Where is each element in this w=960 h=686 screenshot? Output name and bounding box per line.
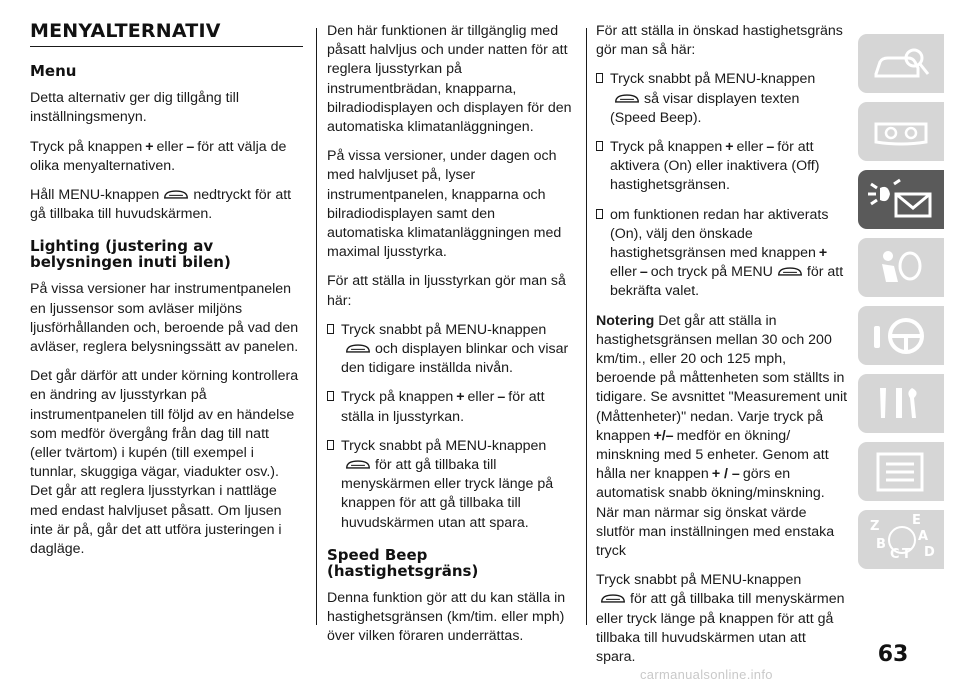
plus-symbol: + xyxy=(725,139,734,156)
menu-button-icon xyxy=(345,342,371,355)
list-item: om funktionen redan har aktiverats (On), välj den önskade hastighetsgränsen med knappen + eller – och tryck på MENU för att bekräfta valet. xyxy=(596,206,848,302)
column-divider xyxy=(586,28,587,625)
list-item: Tryck på knappen + eller – för att ställa in ljusstyrkan. xyxy=(327,388,573,426)
chapter-tab-driving[interactable] xyxy=(858,306,944,365)
menu-button-icon xyxy=(163,188,189,201)
checklist-icon xyxy=(858,442,944,501)
list-item: Tryck snabbt på MENU-knappen för att gå tillbaka till menyskärmen eller tryck länge på knappen för att gå tillbaka till huvudskärmen utan att spara. xyxy=(327,437,573,533)
page-number: 63 xyxy=(877,642,909,667)
chapter-tab-safety[interactable] xyxy=(858,238,944,297)
speed-beep-heading: Speed Beep (hastighetsgräns) xyxy=(327,545,479,580)
list-item: Tryck snabbt på MENU-knappen och displayen blinkar och visar den tidigare inställda nivån. xyxy=(327,321,573,379)
column-2 xyxy=(327,22,573,656)
plus-minus-symbol: +/– xyxy=(653,427,674,444)
paragraph: Håll MENU-knappen nedtryckt för att gå tillbaka till huvudskärmen. xyxy=(30,187,292,223)
menu-button-icon xyxy=(345,458,371,471)
bullet-box-icon xyxy=(596,209,603,219)
svg-text:E: E xyxy=(912,513,921,528)
svg-text:D: D xyxy=(924,545,935,560)
note-paragraph: Notering Det går att ställa in hastighetsgränsen mellan 30 och 200 km/tim., eller 20 och 125 mph, beroende på måttenheten som ställts in tidigare. Se avsnittet "Measurement unit (Måttenheter)" nedan. Varje tryck på knappen +/– medför en ökning/ minskning med 5 enheter. Genom att hålla ner knappen + / – görs en automatisk snabb ökning/minskning. När man närmar sig önskat värde slutför man inställningen med enstaka tryck xyxy=(596,312,848,560)
paragraph: Det går därför att under körning kontrollera en ändring av ljusstyrkan på instrumentpanelen till följd av en händelse som medför övergång från dag till natt (eller tvärtom) i kupén (till exempel i tunnlar, skuggiga vägar, viadukter osv.). Det går att reglera ljusstyrkan i nattläge med endast halvljuset påsatt. Om ljusen inte är på, går det att utföra justeringen i dagläge. xyxy=(30,368,299,558)
index-letters-icon xyxy=(858,510,944,569)
menu-heading: Menu xyxy=(30,62,77,81)
chapter-tab-specifications[interactable] xyxy=(858,442,944,501)
minus-symbol: – xyxy=(639,264,648,281)
bullet-box-icon xyxy=(596,141,603,151)
column-3 xyxy=(596,22,848,677)
chapter-tab-lights-messages[interactable] xyxy=(858,170,944,229)
dashboard-icon xyxy=(858,102,944,161)
airbag-icon xyxy=(858,238,944,297)
minus-symbol: – xyxy=(766,139,775,156)
bullet-box-icon xyxy=(327,391,334,401)
plus-symbol: + xyxy=(818,245,828,262)
paragraph: Tryck snabbt på MENU-knappen för att gå tillbaka till menyskärmen eller tryck länge på knappen för att gå tillbaka till huvudskärmen utan att spara. xyxy=(596,572,845,666)
svg-text:B: B xyxy=(876,537,886,552)
column-1 xyxy=(30,22,303,569)
paragraph: Den här funktionen är tillgänglig med påsatt halvljus och under natten för att reglera ljusstyrkan på instrumentbrädan, knapparna, bilradiodisplayen och displayen för den automatiska klimatanläggningen. xyxy=(327,23,572,136)
paragraph: För att ställa in ljusstyrkan gör man så här: xyxy=(327,273,566,309)
bullet-box-icon xyxy=(327,324,334,334)
svg-text:T: T xyxy=(902,547,911,562)
chapter-tab-index[interactable] xyxy=(858,510,944,569)
svg-text:Z: Z xyxy=(870,519,880,534)
list-item: Tryck snabbt på MENU-knappen så visar displayen texten (Speed Beep). xyxy=(596,70,848,128)
svg-text:A: A xyxy=(918,529,929,544)
menu-button-icon xyxy=(777,265,803,278)
plus-minus-symbol: + / – xyxy=(711,466,740,483)
lighting-heading: Lighting (justering av belysningen inuti bilen) xyxy=(30,237,231,272)
paragraph: På vissa versioner har instrumentpanelen en ljussensor som avläser miljöns ljusförhållanden och, beroende på vad den avläser, reglera belysningssätt av panelen. xyxy=(30,281,299,356)
watermark: carmanualsonline.info xyxy=(640,667,773,682)
bullet-box-icon xyxy=(596,73,603,83)
paragraph: För att ställa in önskad hastighetsgräns gör man så här: xyxy=(596,23,843,59)
minus-symbol: – xyxy=(186,138,195,155)
chapter-tab-maintenance[interactable] xyxy=(858,374,944,433)
svg-text:C: C xyxy=(890,547,900,562)
column-divider xyxy=(316,28,317,625)
car-search-icon xyxy=(858,34,944,93)
list-item: Tryck på knappen + eller – för att aktivera (On) eller inaktivera (Off) hastighetsgränsen. xyxy=(596,138,848,196)
bullet-box-icon xyxy=(327,440,334,450)
paragraph: På vissa versioner, under dagen och med halvljuset på, lyser instrumentpanelen, knapparna och bilradiodisplayen samt den automatiska klimatanläggningen med maximal ljusstyrka. xyxy=(327,148,562,261)
tools-icon xyxy=(858,374,944,433)
chapter-sidebar xyxy=(858,34,944,578)
paragraph: Denna funktion gör att du kan ställa in hastighetsgränsen (km/tim. eller mph) över vilken föraren underrättas. xyxy=(327,589,566,645)
light-message-icon xyxy=(858,170,944,229)
plus-symbol: + xyxy=(456,389,465,406)
paragraph: Tryck på knappen + eller – för att välja de olika menyalternativen. xyxy=(30,138,287,174)
menu-button-icon xyxy=(614,92,640,105)
minus-symbol: – xyxy=(497,389,506,406)
paragraph: Detta alternativ ger dig tillgång till inställningsmenyn. xyxy=(30,90,239,126)
chapter-tab-dashboard[interactable] xyxy=(858,102,944,161)
note-label: Notering xyxy=(596,312,655,329)
menu-button-icon xyxy=(600,592,626,605)
steering-wheel-icon xyxy=(858,306,944,365)
plus-symbol: + xyxy=(145,138,154,155)
chapter-tab-car-search[interactable] xyxy=(858,34,944,93)
section-title: MENYALTERNATIV xyxy=(30,22,303,47)
